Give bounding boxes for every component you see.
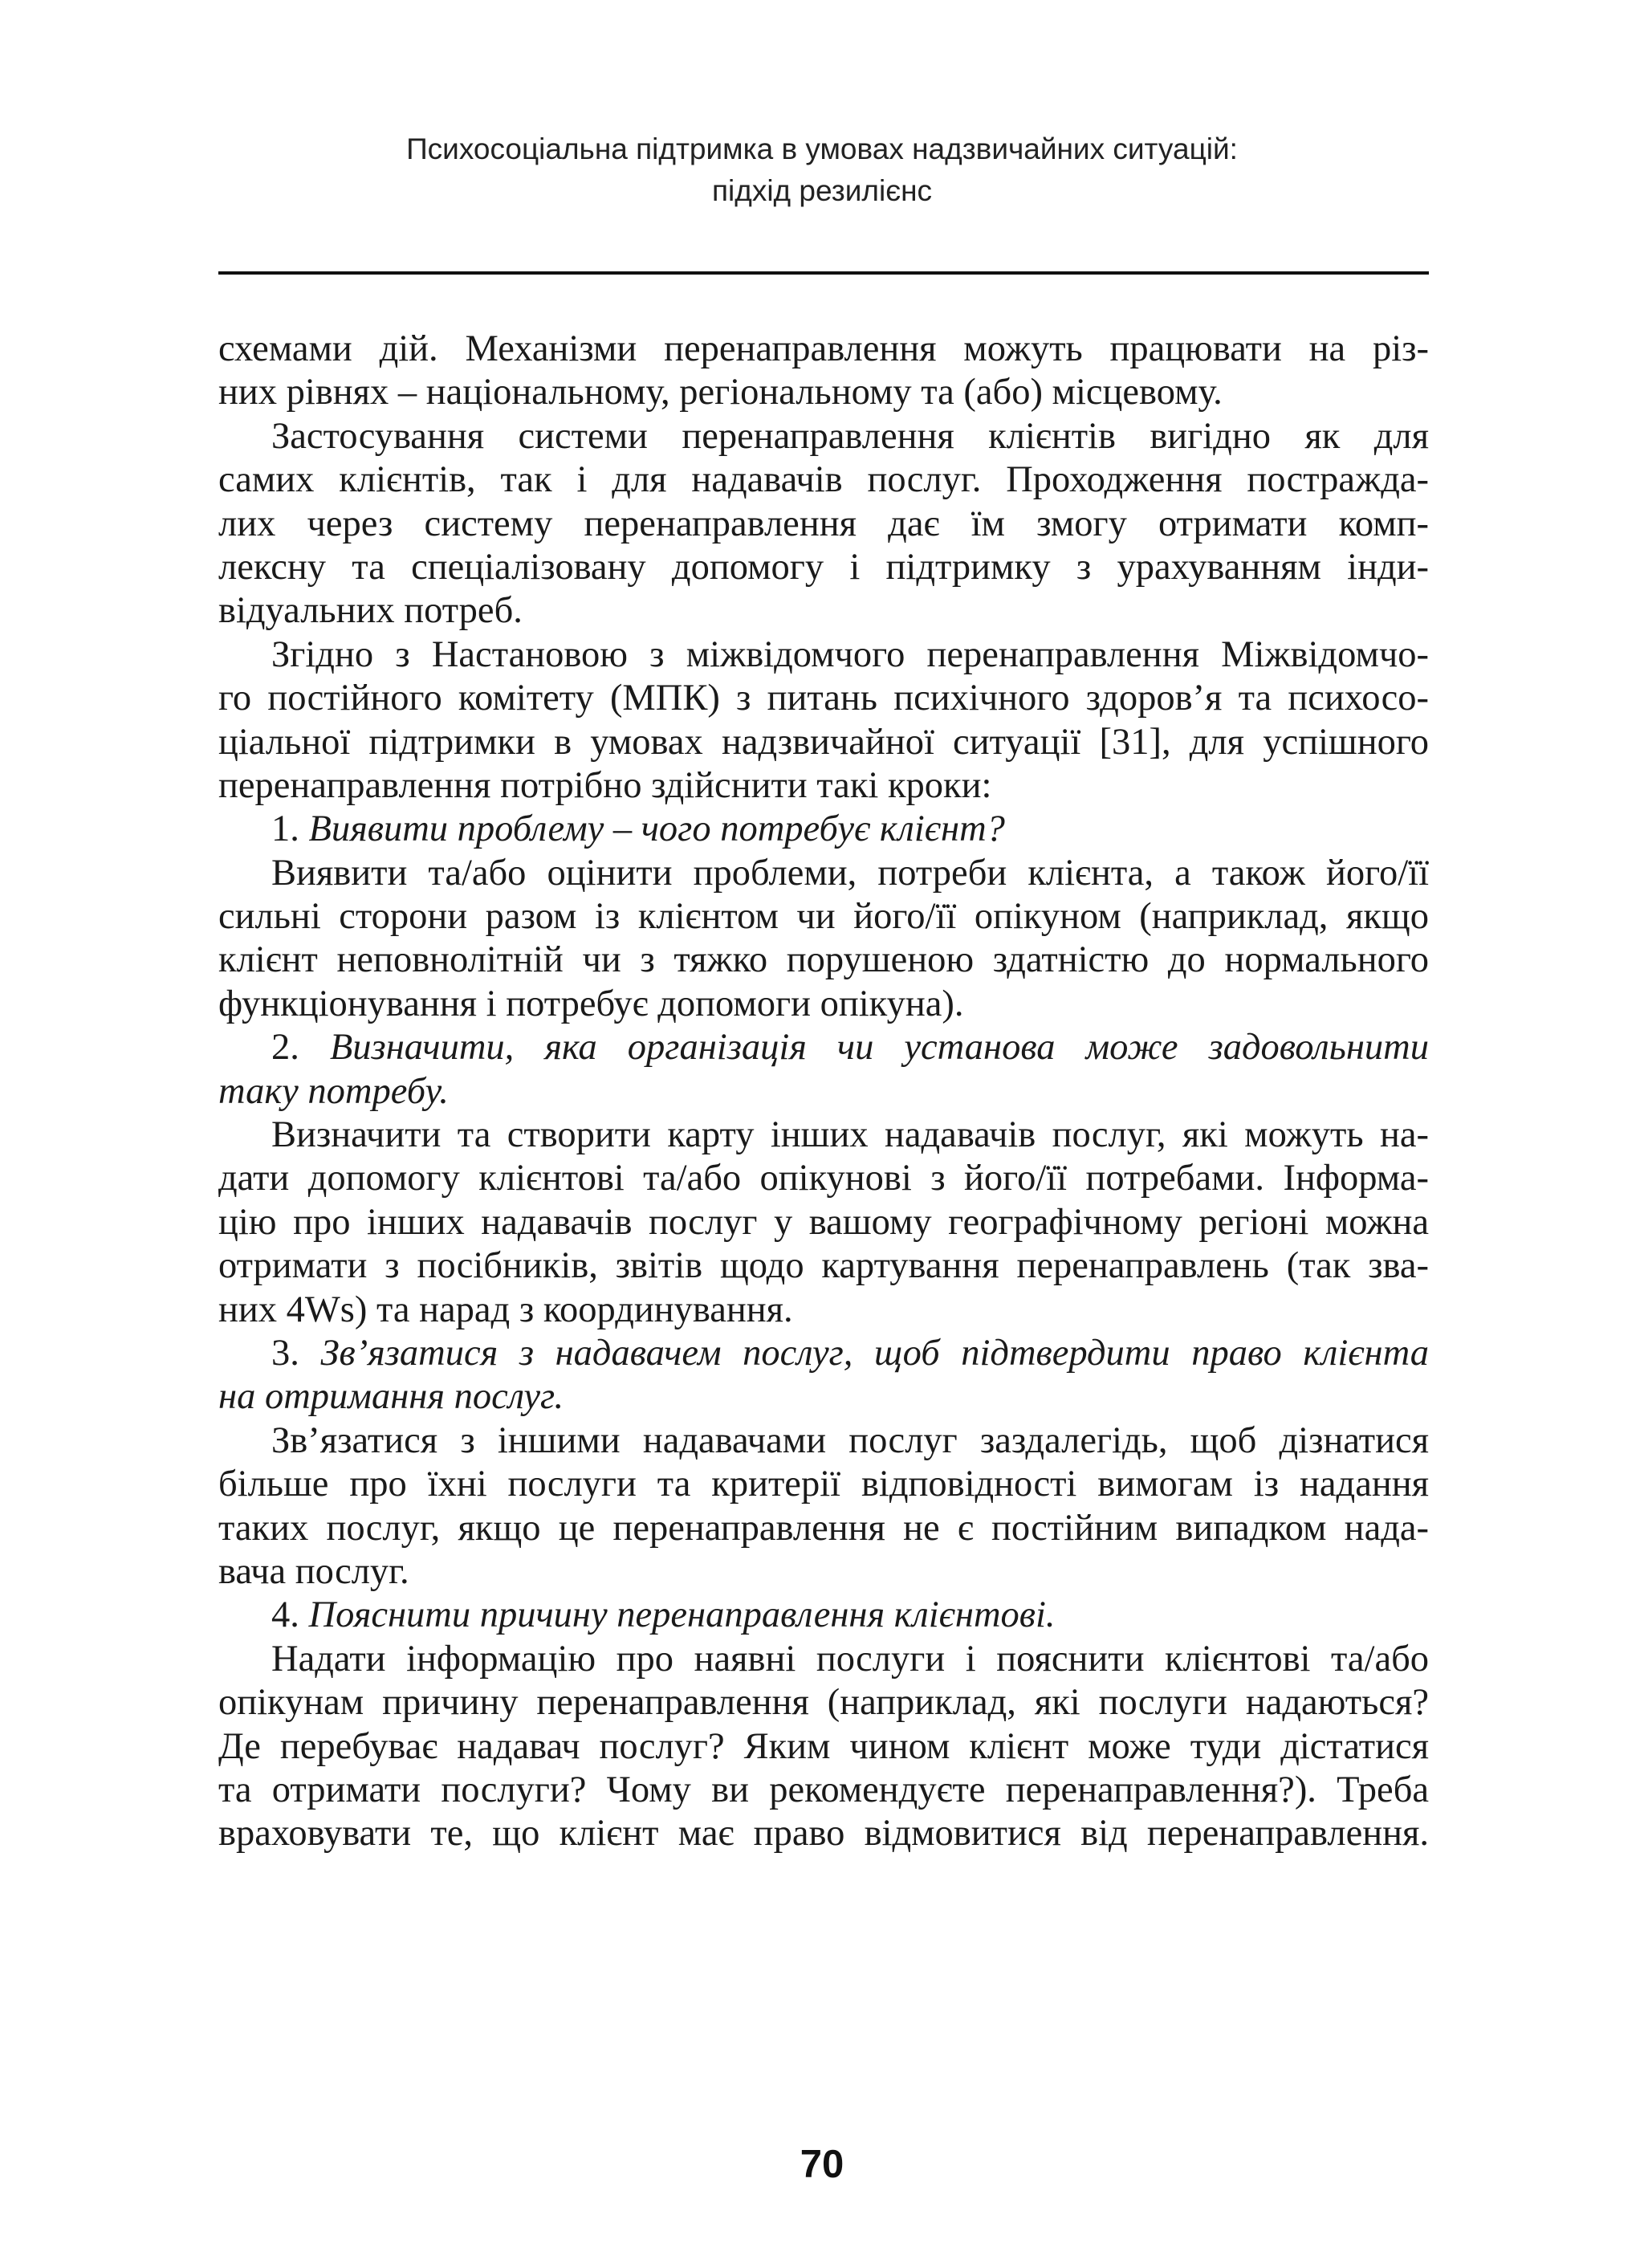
text-line: опікунам причину перенаправлення (наприклад, які послуги надаються? bbox=[218, 1682, 1429, 1724]
text-line: ціальної підтримки в умовах надзвичайної ситуації [31], для успішного bbox=[218, 721, 1429, 763]
text-line: перенаправлення потрібно здійснити такі кроки: bbox=[218, 764, 992, 806]
text-line: го постійного комітету (МПК) з питань психічного здоров’я та психосо- bbox=[218, 678, 1429, 719]
running-header-line-2: підхід резилієнс bbox=[711, 174, 933, 207]
text-line: Зв’язатися з іншими надавачами послуг заздалегідь, щоб дізнатися bbox=[271, 1419, 1429, 1461]
step-heading bbox=[218, 808, 1429, 851]
step-heading bbox=[218, 1026, 1429, 1069]
body-text bbox=[218, 328, 1429, 1856]
text-line: дати допомогу клієнтові та/або опікунові з його/її потребами. Інформа- bbox=[218, 1158, 1429, 1199]
text-line: Де перебуває надавач послуг? Яким чином клієнт може туди дістатися bbox=[218, 1725, 1429, 1767]
text-line: сильні сторони разом із клієнтом чи його/її опікуном (наприклад, якщо bbox=[218, 896, 1429, 938]
text-line: таких послуг, якщо це перенаправлення не є постійним випадком нада- bbox=[218, 1507, 1429, 1549]
step-title: Виявити проблему – чого потребує клієнт? bbox=[308, 808, 1005, 850]
text-line: отримати з посібників, звітів щодо картування перенаправлень (так зва- bbox=[218, 1245, 1429, 1287]
text-line: лих через систему перенаправлення дає їм змогу отримати комп- bbox=[218, 503, 1429, 544]
step-title: Визначити, яка організація чи установа може задовольнити bbox=[329, 1027, 1429, 1069]
text-line: схемами дій. Механізми перенаправлення можуть працювати на різ- bbox=[218, 328, 1429, 369]
step-title-continued: на отримання послуг. bbox=[218, 1376, 564, 1418]
text-line: самих клієнтів, так і для надавачів послуг. Проходження постражда- bbox=[218, 459, 1429, 501]
header-rule bbox=[218, 271, 1429, 275]
text-line: Застосування системи перенаправлення клієнтів вигідно як для bbox=[271, 415, 1429, 457]
text-line: лексну та спеціалізовану допомогу і підтримку з урахуванням інди- bbox=[218, 546, 1429, 588]
text-line: враховувати те, що клієнт має право відмовитися від перенаправлення. bbox=[218, 1813, 1429, 1855]
step-number: 3. bbox=[271, 1332, 299, 1374]
text-line: вача послуг. bbox=[218, 1550, 409, 1592]
text-line: них рівнях – національному, регіональному та (або) місцевому. bbox=[218, 372, 1223, 413]
text-line: Згідно з Настановою з міжвідомчого перенаправлення Міжвідомчо- bbox=[271, 633, 1429, 675]
step-number: 4. bbox=[271, 1594, 299, 1636]
step-heading bbox=[218, 1594, 1429, 1637]
step-title-continued: таку потребу. bbox=[218, 1070, 449, 1112]
text-line: відуальних потреб. bbox=[218, 590, 523, 632]
page-number: 70 bbox=[800, 2143, 844, 2186]
step-number: 1. bbox=[271, 808, 299, 850]
step-heading bbox=[218, 1332, 1429, 1375]
step-number: 2. bbox=[271, 1027, 299, 1069]
text-line: Визначити та створити карту інших надавачів послуг, які можуть на- bbox=[271, 1114, 1429, 1156]
step-title: Пояснити причину перенаправлення клієнтові. bbox=[308, 1594, 1056, 1636]
text-line: функціонування і потребує допомоги опікуна). bbox=[218, 983, 964, 1024]
text-line: та отримати послуги? Чому ви рекомендуєте перенаправлення?). Треба bbox=[218, 1769, 1429, 1810]
running-header bbox=[0, 128, 1644, 212]
text-line: цію про інших надавачів послуг у вашому географічному регіоні можна bbox=[218, 1201, 1429, 1243]
text-line: клієнт неповнолітній чи з тяжко порушеною здатністю до нормального bbox=[218, 939, 1429, 981]
text-line: Виявити та/або оцінити проблеми, потреби клієнта, а також його/її bbox=[271, 852, 1429, 894]
text-line: Надати інформацію про наявні послуги і пояснити клієнтові та/або bbox=[271, 1638, 1429, 1680]
text-line: них 4Ws) та нарад з координування. bbox=[218, 1289, 793, 1330]
running-header-line-1: Психосоціальна підтримка в умовах надзвичайних ситуацій: bbox=[406, 132, 1238, 165]
step-title: Зв’язатися з надавачем послуг, щоб підтвердити право клієнта bbox=[320, 1332, 1429, 1374]
text-line: більше про їхні послуги та критерії відповідності вимогам із надання bbox=[218, 1464, 1429, 1505]
